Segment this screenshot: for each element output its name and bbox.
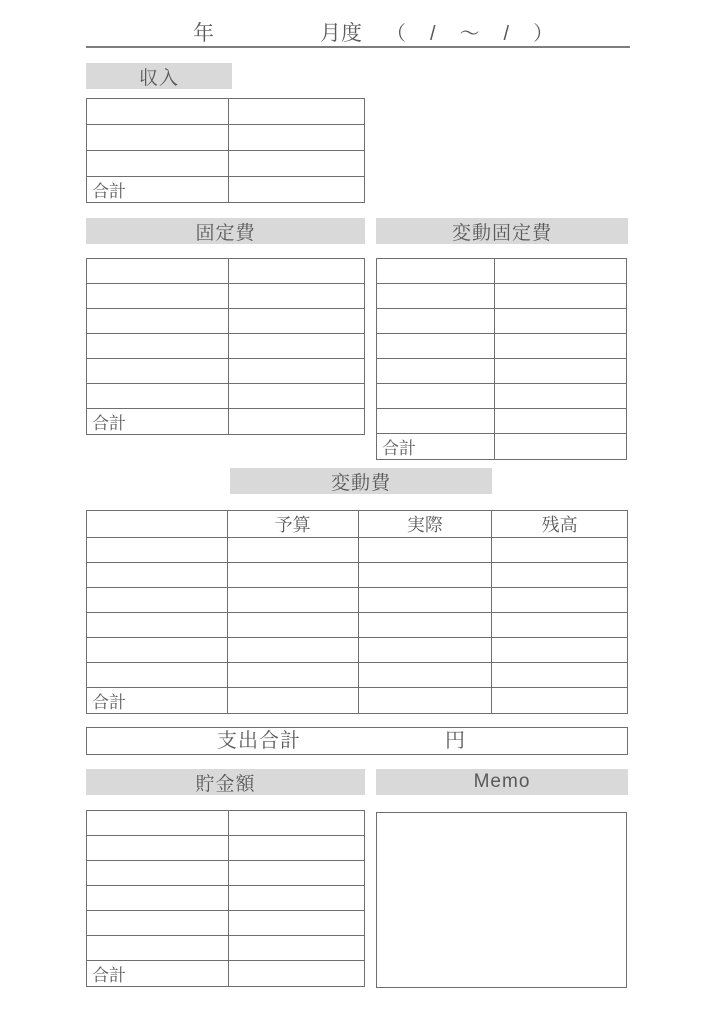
table-row [87,125,365,151]
variable-costs-section-header [230,468,492,494]
actual-cell[interactable] [358,613,492,638]
month-label: 月度 [320,22,362,45]
varfixed-amount-cell[interactable] [494,409,627,434]
variable-total-label: 合計 [87,688,228,714]
table-row [87,688,628,714]
savings-table [86,810,365,987]
table-row [87,151,365,177]
table-row [87,638,628,663]
actual-cell[interactable] [358,638,492,663]
variable-item-cell[interactable] [87,538,228,563]
table-row [87,334,365,359]
varfixed-item-cell[interactable] [377,334,495,359]
table-row [87,911,365,936]
savings-item-cell[interactable] [87,861,229,886]
table-row [87,538,628,563]
fixed-item-cell[interactable] [87,284,229,309]
savings-amount-cell[interactable] [228,886,364,911]
variable-total-budget-cell[interactable] [227,688,358,714]
savings-section-header [86,769,365,795]
fixed-amount-cell[interactable] [228,359,364,384]
table-row [87,384,365,409]
varfixed-item-cell[interactable] [377,259,495,284]
fixed-amount-cell[interactable] [228,384,364,409]
variable-total-actual-cell[interactable] [358,688,492,714]
expense-total-box[interactable] [86,727,628,755]
income-table [86,98,365,203]
variable-total-balance-cell[interactable] [492,688,628,714]
table-row [87,861,365,886]
balance-cell[interactable] [492,663,628,688]
fixed-total-label: 合計 [87,409,229,435]
fixed-amount-cell[interactable] [228,259,364,284]
varfixed-item-cell[interactable] [377,384,495,409]
actual-cell[interactable] [358,563,492,588]
table-row [87,936,365,961]
savings-amount-cell[interactable] [228,911,364,936]
memo-section-title: Memo [473,771,531,792]
variable-fixed-section-title: 変動固定費 [451,222,552,244]
fixed-costs-section-header [86,218,365,244]
varfixed-amount-cell[interactable] [494,334,627,359]
header-underline [86,46,630,48]
varfixed-amount-cell[interactable] [494,384,627,409]
savings-amount-cell[interactable] [228,861,364,886]
savings-section-title: 貯金額 [195,773,256,795]
budget-cell[interactable] [227,663,358,688]
income-section-header [86,63,232,89]
table-row [87,811,365,836]
income-item-cell[interactable] [87,99,229,125]
savings-item-cell[interactable] [87,811,229,836]
fixed-item-cell[interactable] [87,309,229,334]
savings-item-cell[interactable] [87,836,229,861]
balance-column-header: 残高 [492,511,628,538]
balance-cell[interactable] [492,538,628,563]
variable-costs-table [86,510,628,714]
table-row [377,384,627,409]
actual-column-header: 実際 [358,511,492,538]
yen-unit-label: 円 [445,730,466,752]
fixed-item-cell[interactable] [87,334,229,359]
fixed-costs-section-title: 固定費 [195,222,256,244]
budget-cell[interactable] [227,538,358,563]
income-total-label: 合計 [87,177,229,203]
table-row [87,409,365,435]
savings-item-cell[interactable] [87,936,229,961]
table-row [87,359,365,384]
savings-amount-cell[interactable] [228,811,364,836]
table-row [87,309,365,334]
variable-item-cell[interactable] [87,638,228,663]
income-amount-cell[interactable] [228,151,364,177]
variable-fixed-table [376,258,627,460]
table-row [87,99,365,125]
balance-cell[interactable] [492,638,628,663]
actual-cell[interactable] [358,538,492,563]
table-row [87,613,628,638]
fixed-amount-cell[interactable] [228,309,364,334]
memo-area[interactable] [376,812,627,988]
savings-amount-cell[interactable] [228,836,364,861]
memo-section-header [376,769,628,795]
budget-column-header: 予算 [227,511,358,538]
income-amount-cell[interactable] [228,125,364,151]
table-row [87,663,628,688]
fixed-costs-table [86,258,365,435]
income-section-title: 収入 [138,67,179,89]
balance-cell[interactable] [492,613,628,638]
variable-costs-section-title: 変動費 [330,472,391,494]
varfixed-item-cell[interactable] [377,309,495,334]
fixed-item-cell[interactable] [87,259,229,284]
fixed-amount-cell[interactable] [228,334,364,359]
income-item-cell[interactable] [87,125,229,151]
varfixed-amount-cell[interactable] [494,359,627,384]
table-row [377,309,627,334]
table-row [87,961,365,987]
varfixed-total-label: 合計 [377,434,495,460]
income-amount-cell[interactable] [228,99,364,125]
fixed-amount-cell[interactable] [228,284,364,309]
table-row [377,434,627,460]
table-row [87,563,628,588]
table-row [377,259,627,284]
variable-item-header-cell [87,511,228,538]
fixed-item-cell[interactable] [87,384,229,409]
variable-item-cell[interactable] [87,613,228,638]
expense-total-label: 支出合計 [217,730,301,752]
balance-cell[interactable] [492,588,628,613]
variable-item-cell[interactable] [87,588,228,613]
year-label: 年 [193,22,214,45]
savings-total-label: 合計 [87,961,229,987]
balance-cell[interactable] [492,563,628,588]
variable-item-cell[interactable] [87,663,228,688]
table-row [377,409,627,434]
table-row [377,284,627,309]
varfixed-item-cell[interactable] [377,359,495,384]
table-row [87,886,365,911]
actual-cell[interactable] [358,663,492,688]
table-header-row [87,511,628,538]
savings-item-cell[interactable] [87,886,229,911]
varfixed-item-cell[interactable] [377,284,495,309]
income-total-cell[interactable] [228,177,364,203]
varfixed-total-cell[interactable] [494,434,627,460]
budget-cell[interactable] [227,613,358,638]
fixed-total-cell[interactable] [228,409,364,435]
varfixed-amount-cell[interactable] [494,259,627,284]
varfixed-amount-cell[interactable] [494,309,627,334]
varfixed-amount-cell[interactable] [494,284,627,309]
budget-cell[interactable] [227,638,358,663]
savings-amount-cell[interactable] [228,936,364,961]
actual-cell[interactable] [358,588,492,613]
savings-total-cell[interactable] [228,961,364,987]
table-row [377,334,627,359]
period-range-label: （ / ～ / ） [386,23,556,45]
table-row [87,177,365,203]
table-row [87,259,365,284]
savings-item-cell[interactable] [87,911,229,936]
table-row [87,836,365,861]
varfixed-item-cell[interactable] [377,409,495,434]
variable-item-cell[interactable] [87,563,228,588]
table-row [87,588,628,613]
variable-fixed-section-header [376,218,628,244]
table-row [377,359,627,384]
fixed-item-cell[interactable] [87,359,229,384]
budget-cell[interactable] [227,588,358,613]
income-item-cell[interactable] [87,151,229,177]
table-row [87,284,365,309]
budget-cell[interactable] [227,563,358,588]
